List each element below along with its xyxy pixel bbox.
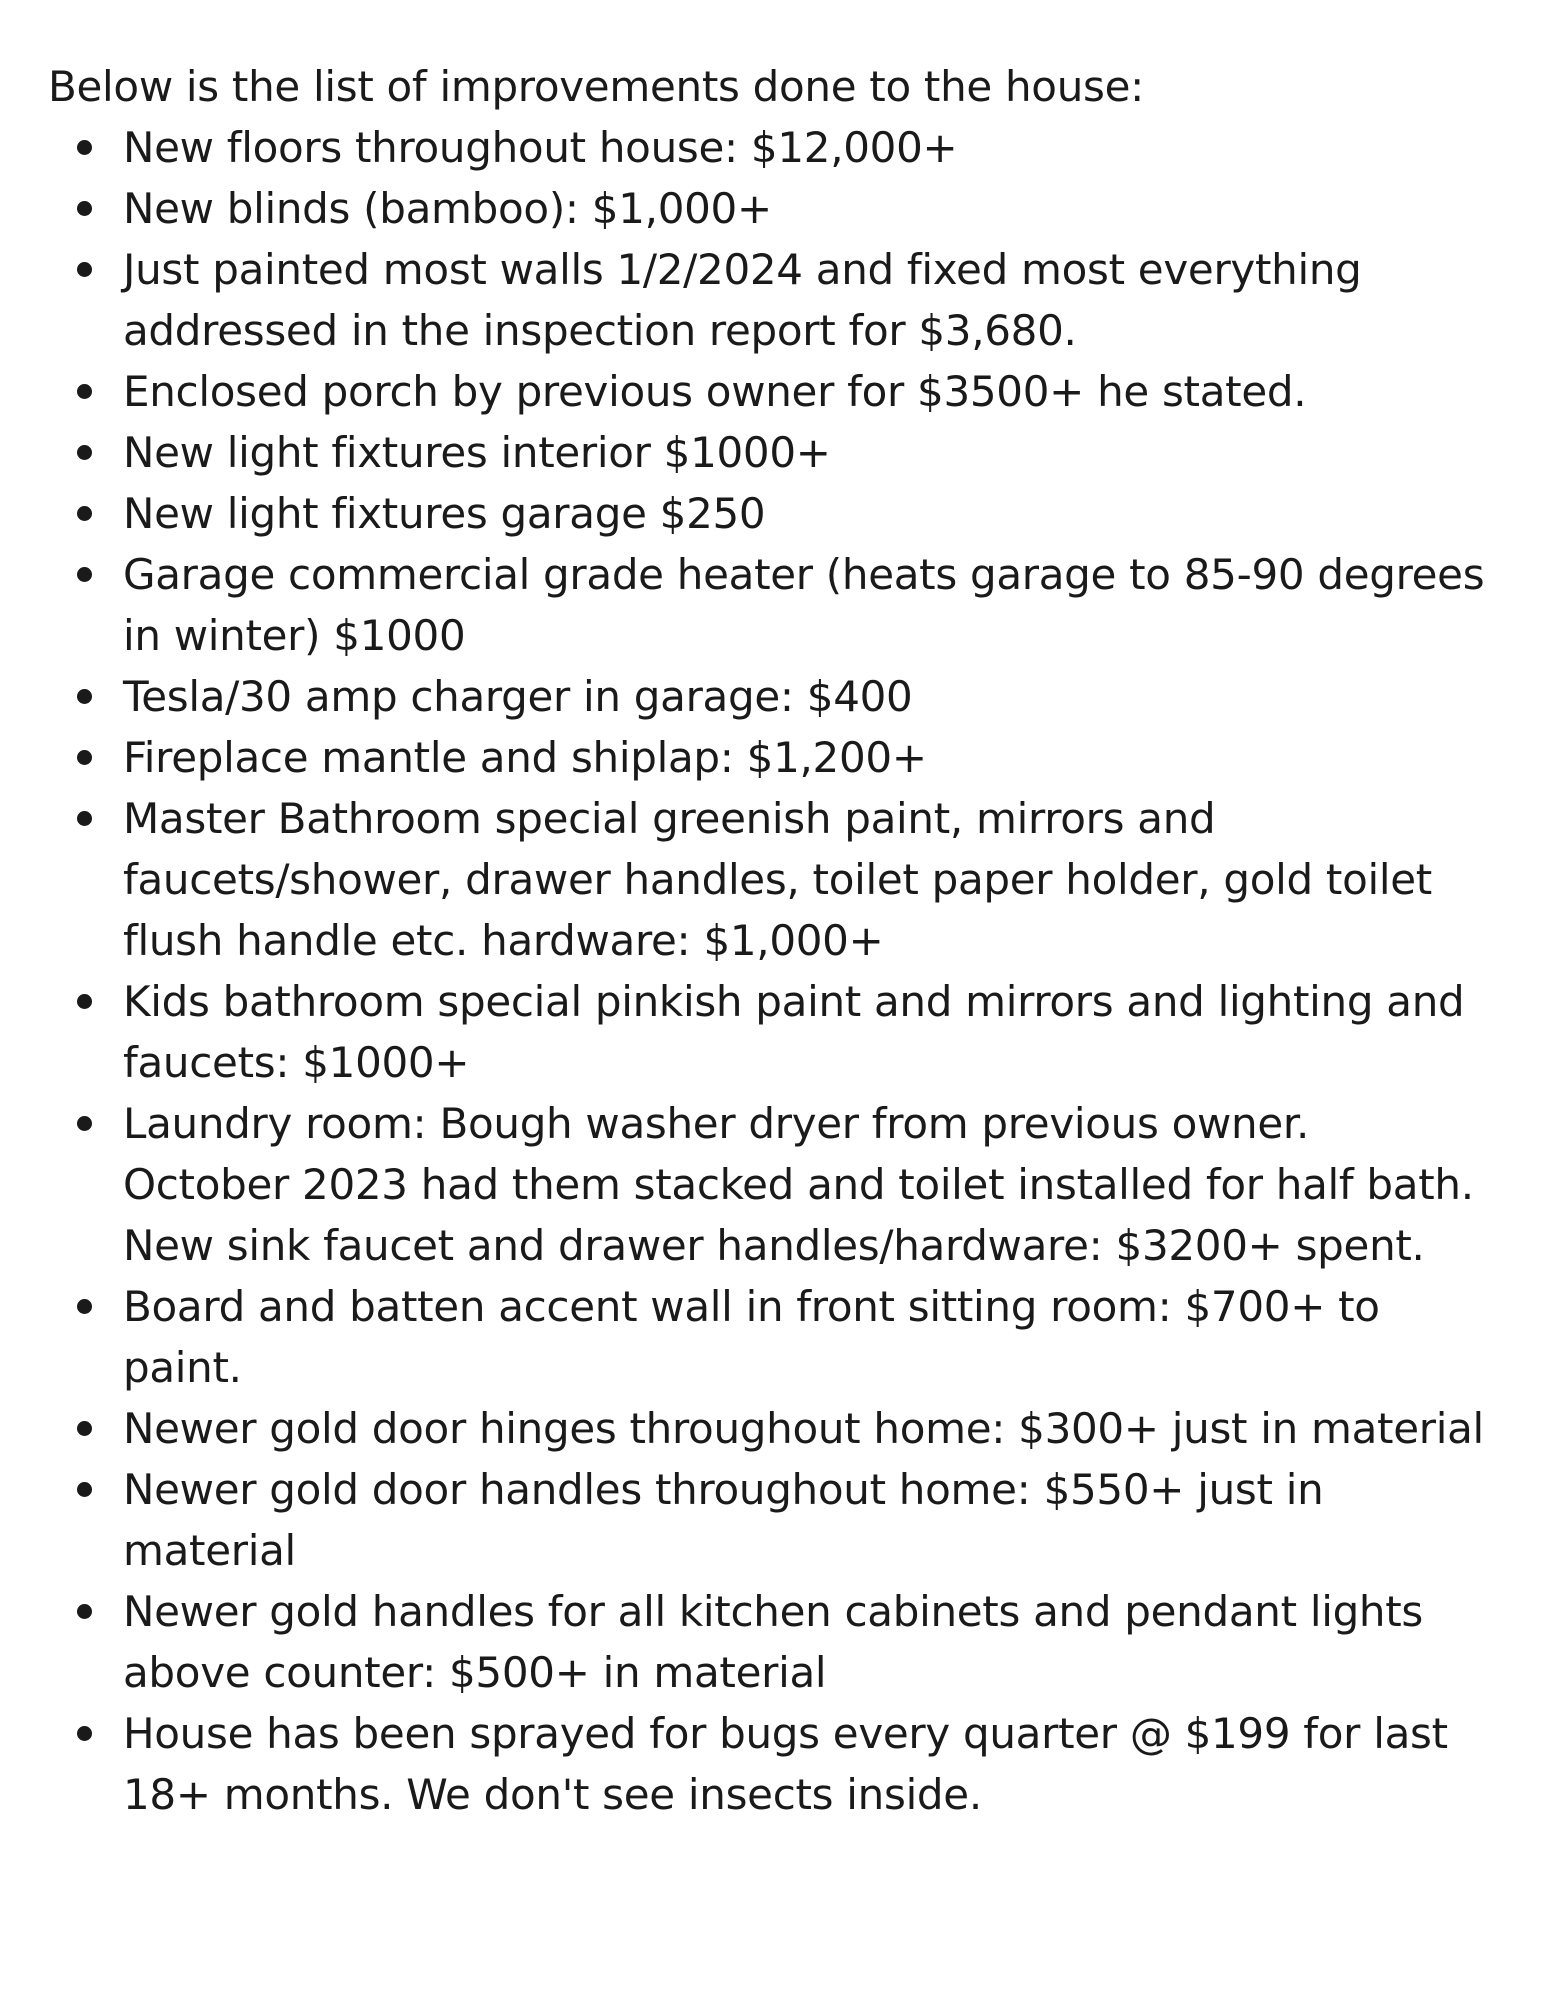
list-item-text: New light fixtures garage $250	[123, 489, 766, 538]
list-item	[48, 422, 1488, 483]
intro-text: Below is the list of improvements done to the house:	[48, 62, 1144, 111]
bullet-icon	[77, 1299, 92, 1314]
bullet-icon	[77, 201, 92, 216]
list-item-text: Tesla/30 amp charger in garage: $400	[123, 672, 913, 721]
list-item	[48, 727, 1488, 788]
bullet-icon	[77, 994, 92, 1009]
bullet-icon	[77, 689, 92, 704]
list-item-text: Master Bathroom special greenish paint, mirrors and faucets/shower, drawer handles, toilet paper holder, gold toilet flush handle etc. hardware: $1,000+	[123, 794, 1432, 965]
bullet-icon	[77, 445, 92, 460]
list-item-text: Kids bathroom special pinkish paint and mirrors and lighting and faucets: $1000+	[123, 977, 1465, 1087]
list-item	[48, 971, 1488, 1093]
improvements-list	[48, 117, 1488, 1825]
bullet-icon	[77, 1116, 92, 1131]
list-item	[48, 1703, 1488, 1825]
list-item	[48, 1581, 1488, 1703]
bullet-icon	[77, 750, 92, 765]
list-item-text: New light fixtures interior $1000+	[123, 428, 831, 477]
bullet-icon	[77, 140, 92, 155]
list-item	[48, 1459, 1488, 1581]
list-item	[48, 1276, 1488, 1398]
bullet-icon	[77, 1726, 92, 1741]
list-item-text: House has been sprayed for bugs every quarter @ $199 for last 18+ months. We don't see insects inside.	[123, 1709, 1448, 1819]
list-item-text: Garage commercial grade heater (heats garage to 85-90 degrees in winter) $1000	[123, 550, 1485, 660]
bullet-icon	[77, 384, 92, 399]
list-item-text: Just painted most walls 1/2/2024 and fixed most everything addressed in the inspection report for $3,680.	[123, 245, 1362, 355]
list-item	[48, 1398, 1488, 1459]
document	[48, 56, 1488, 1825]
bullet-icon	[77, 1604, 92, 1619]
list-item-text: Newer gold handles for all kitchen cabinets and pendant lights above counter: $500+ in material	[123, 1587, 1423, 1697]
bullet-icon	[77, 1482, 92, 1497]
list-item	[48, 544, 1488, 666]
list-item-text: Board and batten accent wall in front sitting room: $700+ to paint.	[123, 1282, 1380, 1392]
list-item	[48, 361, 1488, 422]
list-item	[48, 239, 1488, 361]
list-item-text: Enclosed porch by previous owner for $3500+ he stated.	[123, 367, 1307, 416]
list-item	[48, 788, 1488, 971]
bullet-icon	[77, 506, 92, 521]
list-item	[48, 117, 1488, 178]
bullet-icon	[77, 1421, 92, 1436]
list-item-text: New blinds (bamboo): $1,000+	[123, 184, 772, 233]
list-item-text: Laundry room: Bough washer dryer from previous owner. October 2023 had them stacked and toilet installed for half bath. New sink faucet and drawer handles/hardware: $3200+ spent.	[123, 1099, 1474, 1270]
list-item	[48, 483, 1488, 544]
list-item	[48, 1093, 1488, 1276]
list-item-text: Newer gold door handles throughout home: $550+ just in material	[123, 1465, 1324, 1575]
bullet-icon	[77, 567, 92, 582]
list-item-text: Newer gold door hinges throughout home: $300+ just in material	[123, 1404, 1484, 1453]
list-item	[48, 666, 1488, 727]
bullet-icon	[77, 262, 92, 277]
bullet-icon	[77, 811, 92, 826]
list-item-text: New floors throughout house: $12,000+	[123, 123, 958, 172]
list-item	[48, 178, 1488, 239]
list-item-text: Fireplace mantle and shiplap: $1,200+	[123, 733, 927, 782]
